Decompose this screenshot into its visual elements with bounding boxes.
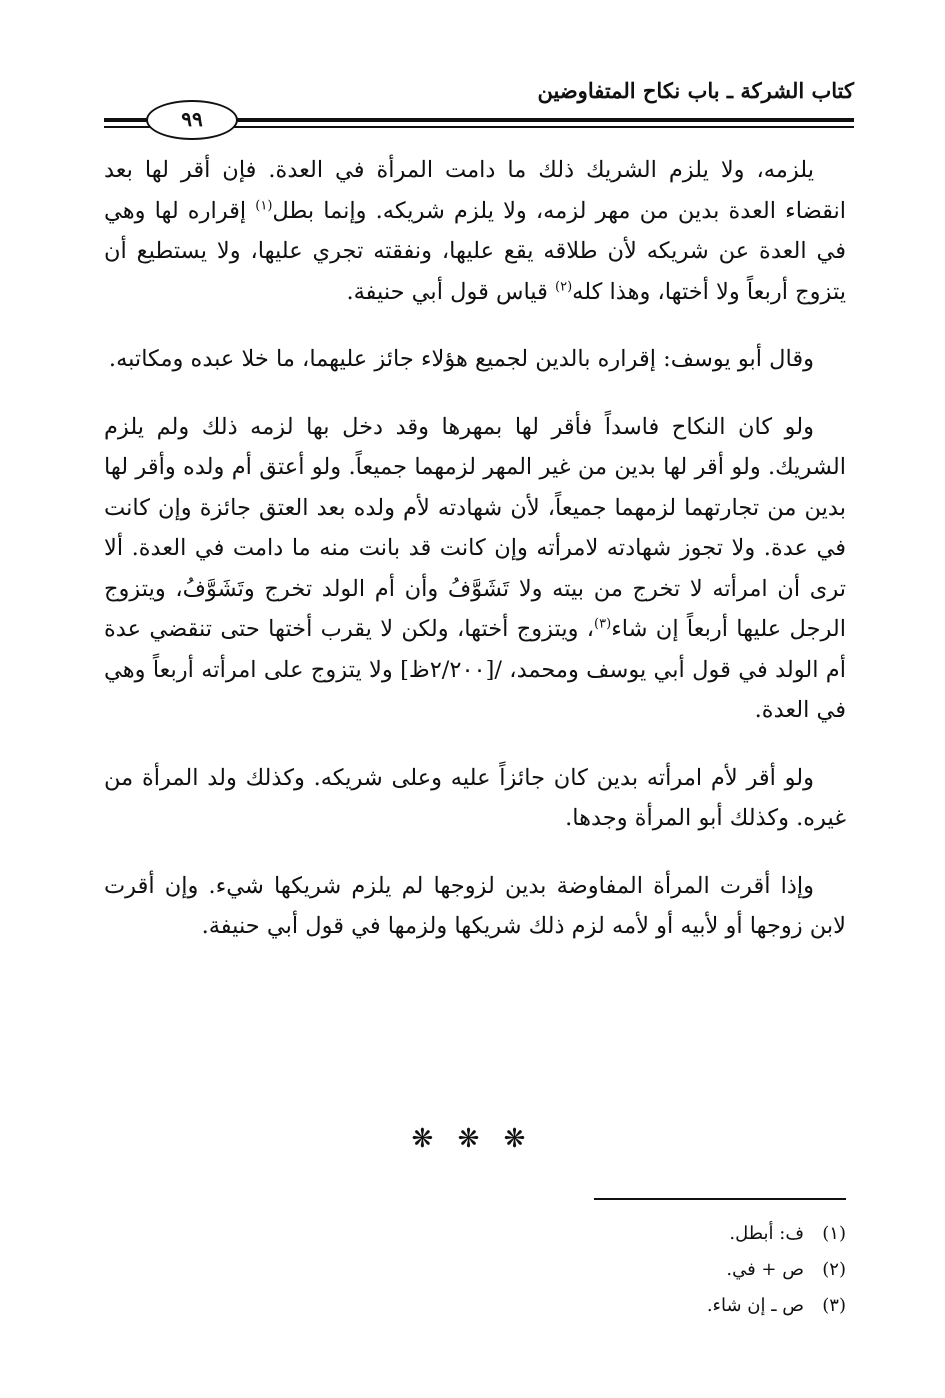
paragraph <box>104 339 846 380</box>
page-header <box>104 72 854 134</box>
paragraph <box>104 150 846 312</box>
text-segment: ، ويتزوج أختها، ولكن لا يقرب أختها حتى تنقضي عدة أم الولد في قول أبي يوسف ومحمد، /[٢/٢٠٠ظ] ولا يتزوج على امرأته أربعاً وهي في العدة. <box>104 616 846 723</box>
footnote-ref: (٣) <box>594 616 612 632</box>
text-segment: ولو أقر لأم امرأته بدين كان جائزاً عليه وعلى شريكه. وكذلك ولد المرأة من غيره. وكذلك أبو المرأة وجدها. <box>104 764 846 831</box>
footnote-number: (١) <box>822 1223 846 1244</box>
footnote-text: ص + في. <box>726 1259 804 1280</box>
footnote-ref: (١) <box>255 198 273 213</box>
text-segment: إقراره لها وهي في العدة عن شريكه لأن طلاقه يقع عليها، ونفقته تجري عليها، ولا يستطيع أن يتزوج أربعاً ولا أختها، وهذا كله <box>104 197 846 305</box>
footnote-number: (٢) <box>822 1259 846 1280</box>
main-text <box>104 150 846 974</box>
footnote-ref: (٢) <box>555 279 573 294</box>
page-number: ٩٩ <box>146 100 238 140</box>
footnote-item <box>446 1252 846 1288</box>
footnote-item <box>446 1216 846 1252</box>
running-title: كتاب الشركة ـ باب نكاح المتفاوضين <box>537 78 854 103</box>
footnote-number: (٣) <box>822 1295 846 1316</box>
footnote-rule <box>594 1198 846 1200</box>
text-segment: قياس قول أبي حنيفة. <box>346 278 555 305</box>
text-segment: وإذا أقرت المرأة المفاوضة بدين لزوجها لم يلزم شريكها شيء. وإن أقرت لابن زوجها أو لأبيه أو لأمه لزم ذلك شريكها ولزمها في قول أبي حنيفة. <box>104 872 846 939</box>
footnote-item <box>446 1288 846 1324</box>
paragraph <box>104 758 846 839</box>
footnote-text: ف: أبطل. <box>729 1223 804 1244</box>
footnote-text: ص ـ إن شاء. <box>706 1295 804 1316</box>
text-segment: وقال أبو يوسف: إقراره بالدين لجميع هؤلاء جائز عليهما، ما خلا عبده ومكاتبه. <box>108 346 814 372</box>
section-ornament: ❋ ❋ ❋ <box>411 1124 534 1154</box>
footnotes <box>446 1216 846 1324</box>
paragraph <box>104 407 846 731</box>
text-segment: يلزمه، ولا يلزم الشريك ذلك ما دامت المرأة في العدة. فإن أقر لها بعد انقضاء العدة بدين من مهر لزمه، ولا يلزم شريكه. وإنما بطل <box>104 157 846 224</box>
text-segment: ولو كان النكاح فاسداً فأقر لها بمهرها وقد دخل بها لزمه ذلك ولم يلزم الشريك. ولو أقر لها بدين من غير المهر لزمهما جميعاً. ولو أعتق أم ولده وأقر لها بدين من تجارتهما لزمهما جميعاً، لأن شهادته لأم ولده بعد العتق جائزة وإن كانت في عدة. ولا تجوز شهادته لامرأته وإن كانت قد بانت منه ما دامت في العدة. ألا ترى أن امرأته لا تخرج من بيته ولا تَشَوَّفُ وأن أم الولد تخرج وتَشَوَّفُ، ويتزوج الرجل عليها أربعاً إن شاء <box>104 413 846 642</box>
paragraph <box>104 866 846 947</box>
